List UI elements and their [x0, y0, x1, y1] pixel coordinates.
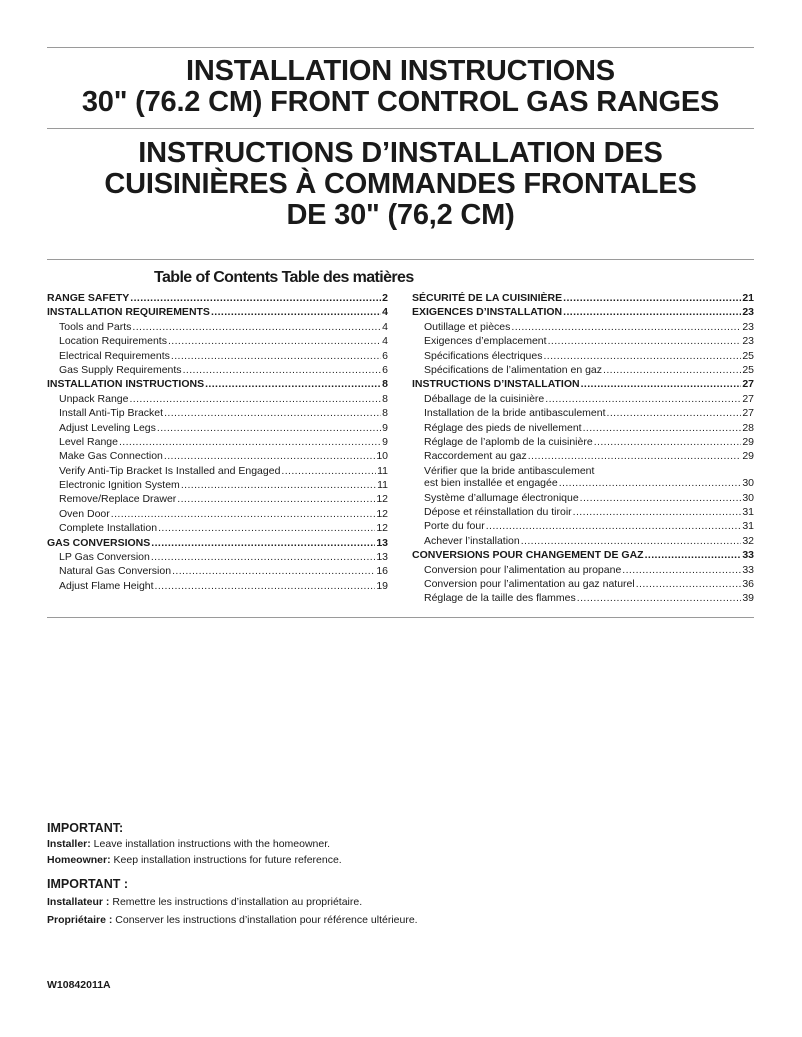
- toc-leader-dots: [577, 591, 742, 605]
- toc-entry-label: Spécifications de l’alimentation en gaz: [424, 363, 603, 376]
- toc-entry: [412, 534, 754, 548]
- installer-text: Leave installation instructions with the homeowner.: [90, 838, 331, 850]
- toc-entry-label: SÉCURITÉ DE LA CUISINIÈRE: [412, 292, 563, 304]
- installateur-label: Installateur :: [47, 896, 110, 908]
- toc-entry-label: Porte du four: [424, 520, 485, 533]
- toc-entry-label: Raccordement au gaz: [424, 450, 527, 463]
- toc-entry: [47, 377, 388, 391]
- toc-entry: [47, 521, 388, 535]
- toc-entry-page: 32: [742, 534, 754, 547]
- toc-entry-label: Tools and Parts: [59, 320, 132, 333]
- toc-entry-label: CONVERSIONS POUR CHANGEMENT DE GAZ: [412, 549, 644, 562]
- toc-entry-page: 16: [376, 565, 388, 578]
- toc-entry-label: Vérifier que la bride antibasculement: [424, 464, 595, 477]
- toc-entry-page: 21: [742, 292, 754, 304]
- important-french-heading: IMPORTANT :: [47, 877, 129, 891]
- proprietaire-note: [47, 912, 754, 928]
- toc-entry: [47, 435, 388, 449]
- toc-entry: [412, 305, 754, 319]
- installateur-note: [47, 894, 754, 910]
- toc-entry: [412, 519, 754, 533]
- important-english: [47, 820, 754, 868]
- toc-entry-page: 13: [376, 551, 388, 564]
- toc-entry-page: 12: [376, 493, 388, 506]
- toc-entry-page: 11: [377, 464, 388, 477]
- toc-entry: [47, 349, 388, 363]
- toc-leader-dots: [545, 392, 741, 406]
- toc-entry-page: 29: [742, 450, 754, 463]
- toc-entry-page: 27: [742, 378, 754, 391]
- toc-entry: [47, 305, 388, 319]
- toc-entry-label: Electrical Requirements: [59, 349, 170, 362]
- toc-entry-page: 10: [376, 450, 388, 463]
- toc-entry-label: GAS CONVERSIONS: [47, 536, 151, 549]
- toc-leader-dots: [486, 519, 742, 533]
- toc-entry-page: 4: [382, 306, 388, 319]
- installateur-text: Remettre les instructions d’installation au propriétaire.: [109, 896, 363, 908]
- toc-entry: [47, 507, 388, 521]
- important-french: [47, 876, 754, 928]
- toc-entry-label: Système d’allumage électronique: [424, 491, 579, 504]
- toc-entry: [47, 421, 388, 435]
- toc-entry: [412, 449, 754, 463]
- toc-entry-label: INSTALLATION INSTRUCTIONS: [47, 378, 205, 391]
- toc-leader-dots: [543, 349, 741, 363]
- toc-leader-dots: [580, 491, 742, 505]
- toc-leader-dots: [573, 505, 742, 519]
- toc-entry-page: 8: [382, 392, 388, 405]
- toc-entry-label: Dépose et réinstallation du tiroir: [424, 506, 572, 519]
- toc-leader-dots: [132, 320, 381, 334]
- toc-entry: [412, 577, 754, 591]
- toc-entry-label: Adjust Flame Height: [59, 579, 154, 592]
- toc-entry: [412, 464, 754, 491]
- toc-top-rule: [47, 259, 754, 260]
- toc-leader-dots: [563, 305, 741, 319]
- toc-entry-page: 27: [742, 407, 754, 420]
- toc-entry: [412, 505, 754, 519]
- toc-leader-dots: [157, 421, 381, 435]
- toc-entry: [47, 464, 388, 478]
- toc-entry: [47, 334, 388, 348]
- toc-entry-page: 33: [742, 549, 754, 562]
- toc-entry-page: 29: [742, 435, 754, 448]
- toc-entry-page: 28: [742, 421, 754, 434]
- toc-entry: [412, 563, 754, 577]
- toc-entry: [47, 392, 388, 406]
- toc-entry-page: 12: [376, 522, 388, 535]
- toc-leader-dots: [211, 305, 381, 319]
- toc-entry-label: Réglage de la taille des flammes: [424, 592, 576, 605]
- toc-entry-page: 8: [382, 407, 388, 420]
- toc-entry-page: 6: [382, 363, 388, 376]
- toc-entry-label: Unpack Range: [59, 392, 129, 405]
- toc-entry: [47, 320, 388, 334]
- toc-entry-label: Conversion pour l’alimentation au propane: [424, 563, 622, 576]
- title-english-line-1: INSTALLATION INSTRUCTIONS: [186, 55, 615, 87]
- homeowner-label: Homeowner:: [47, 854, 111, 866]
- important-english-heading: IMPORTANT:: [47, 821, 124, 835]
- toc-entry: [412, 491, 754, 505]
- toc-entry-label: Electronic Ignition System: [59, 479, 180, 492]
- toc-leader-dots: [155, 579, 376, 593]
- toc-entry-label: Gas Supply Requirements: [59, 363, 182, 376]
- toc-leader-dots: [171, 349, 381, 363]
- toc-entry-label: Spécifications électriques: [424, 349, 543, 362]
- toc-leader-dots: [151, 536, 375, 550]
- toc-entry: [412, 406, 754, 420]
- toc-entry-page: 6: [382, 349, 388, 362]
- toc-entry-label: Complete Installation: [59, 522, 158, 535]
- toc-entry: [47, 550, 388, 564]
- toc-entry-page: 11: [377, 479, 388, 492]
- toc-french-column: [412, 291, 754, 606]
- toc-entry: [47, 564, 388, 578]
- toc-leader-dots: [281, 464, 376, 478]
- toc-leader-dots: [528, 449, 742, 463]
- installer-label: Installer:: [47, 838, 91, 850]
- toc-leader-dots: [119, 435, 381, 449]
- toc-entry-page: 30: [742, 476, 754, 489]
- toc-entry-label: Installation de la bride antibasculement: [424, 407, 606, 420]
- toc-entry-label: Achever l’installation: [424, 534, 520, 547]
- toc-bottom-rule: [47, 617, 754, 618]
- toc-entry-page: 25: [742, 349, 754, 362]
- toc-entry-label: Oven Door: [59, 507, 110, 520]
- toc-entry-label: Make Gas Connection: [59, 450, 163, 463]
- toc-entry-label: Verify Anti-Tip Bracket Is Installed and Engaged: [59, 464, 281, 477]
- toc-leader-dots: [607, 406, 742, 420]
- toc-leader-dots: [168, 334, 381, 348]
- toc-entry: [412, 591, 754, 605]
- proprietaire-label: Propriétaire :: [47, 914, 113, 926]
- toc-entry-label: Location Requirements: [59, 335, 167, 348]
- toc-entry: [47, 363, 388, 377]
- toc-entry-page: 2: [382, 292, 388, 304]
- toc-entry-label: EXIGENCES D’INSTALLATION: [412, 306, 563, 319]
- toc-entry: [47, 478, 388, 492]
- toc-leader-dots: [172, 564, 375, 578]
- document-id: W10842011A: [47, 979, 111, 991]
- toc-entry-label-continued: est bien installée et engagée: [424, 476, 558, 489]
- toc-leader-dots: [603, 363, 741, 377]
- toc-entry-label: Conversion pour l’alimentation au gaz naturel: [424, 578, 635, 591]
- toc-entry: [412, 548, 754, 562]
- toc-entry: [412, 421, 754, 435]
- toc-entry-label: Réglage de l’aplomb de la cuisinière: [424, 435, 593, 448]
- toc-entry-page: 33: [742, 563, 754, 576]
- toc-entry-page: 23: [742, 335, 754, 348]
- toc-leader-dots: [583, 421, 742, 435]
- toc-leader-dots: [511, 320, 741, 334]
- toc-leader-dots: [111, 507, 376, 521]
- toc-entry: [47, 449, 388, 463]
- toc-leader-dots: [177, 492, 375, 506]
- title-french-line-3: DE 30" (76,2 CM): [286, 199, 515, 231]
- toc-entry-page: 30: [742, 491, 754, 504]
- toc-entry-label: RANGE SAFETY: [47, 292, 130, 304]
- toc-entry-page: 39: [742, 592, 754, 605]
- toc-leader-dots: [559, 477, 742, 489]
- title-english: [47, 56, 754, 118]
- toc-leader-dots: [581, 377, 742, 391]
- toc-leader-dots: [164, 406, 381, 420]
- toc-leader-dots: [548, 334, 742, 348]
- toc-entry-page: 23: [742, 320, 754, 333]
- toc-leader-dots: [164, 449, 375, 463]
- toc-leader-dots: [645, 548, 742, 562]
- toc-entry-page: 8: [382, 378, 388, 391]
- toc-leader-dots: [181, 478, 376, 492]
- toc-leader-dots: [622, 563, 741, 577]
- toc-entry-label: Install Anti-Tip Bracket: [59, 407, 164, 420]
- toc-entry-page: 9: [382, 435, 388, 448]
- toc-entry-page: 36: [742, 578, 754, 591]
- toc-entry-label: Remove/Replace Drawer: [59, 493, 177, 506]
- title-english-line-2: 30" (76.2 CM) FRONT CONTROL GAS RANGES: [81, 86, 720, 118]
- toc-entry: [412, 363, 754, 377]
- toc-entry-label: Adjust Leveling Legs: [59, 421, 156, 434]
- toc-entry-page: 4: [382, 320, 388, 333]
- title-divider-rule: [47, 128, 754, 129]
- toc-entry: [47, 579, 388, 593]
- toc-entry: [47, 536, 388, 550]
- toc-entry: [47, 492, 388, 506]
- toc-entry-label: Exigences d’emplacement: [424, 335, 547, 348]
- top-rule: [47, 47, 754, 48]
- toc-entry-label: Réglage des pieds de nivellement: [424, 421, 582, 434]
- toc-entry-page: 27: [742, 392, 754, 405]
- toc-entry: [412, 349, 754, 363]
- toc-leader-dots: [183, 363, 382, 377]
- toc-entry-page: 19: [376, 579, 388, 592]
- toc-leader-dots: [151, 550, 375, 564]
- toc-entry-label: Déballage de la cuisinière: [424, 392, 545, 405]
- installer-note: [47, 836, 754, 852]
- toc-entry-page: 31: [742, 506, 754, 519]
- toc-entry-label: INSTALLATION REQUIREMENTS: [47, 306, 210, 319]
- toc-english-column: [47, 291, 388, 593]
- toc-entry-label: INSTRUCTIONS D’INSTALLATION: [412, 378, 580, 391]
- toc-entry: [412, 334, 754, 348]
- title-french-line-1: INSTRUCTIONS D’INSTALLATION DES: [138, 137, 663, 169]
- toc-entry-page: 4: [382, 335, 388, 348]
- toc-entry-label: Level Range: [59, 435, 118, 448]
- toc-leader-dots: [158, 521, 375, 535]
- toc-entry-page: 31: [742, 520, 754, 533]
- toc-leader-dots: [521, 534, 742, 548]
- toc-entry: [412, 377, 754, 391]
- homeowner-note: [47, 852, 754, 868]
- toc-entry-label: Natural Gas Conversion: [59, 565, 172, 578]
- toc-entry: [47, 291, 388, 305]
- homeowner-text: Keep installation instructions for future reference.: [110, 854, 342, 866]
- toc-entry-label: Outillage et pièces: [424, 320, 511, 333]
- toc-leader-dots: [129, 392, 381, 406]
- proprietaire-text: Conserver les instructions d’installation pour référence ultérieure.: [112, 914, 418, 926]
- toc-leader-dots: [594, 435, 742, 449]
- title-french: [47, 138, 754, 231]
- toc-heading: Table of Contents Table des matières: [154, 269, 414, 286]
- toc-entry-page: 25: [742, 363, 754, 376]
- toc-entry: [47, 406, 388, 420]
- toc-entry-page: 23: [742, 306, 754, 319]
- toc-entry: [412, 435, 754, 449]
- toc-leader-dots: [205, 377, 381, 391]
- toc-entry-page: 12: [376, 507, 388, 520]
- toc-leader-dots: [636, 577, 742, 591]
- toc-leader-dots: [563, 291, 741, 305]
- toc-leader-dots: [130, 291, 381, 305]
- toc-entry-page: 13: [376, 536, 388, 549]
- toc-entry: [412, 392, 754, 406]
- toc-entry: [412, 291, 754, 305]
- title-french-line-2: CUISINIÈRES À COMMANDES FRONTALES: [104, 168, 697, 200]
- toc-entry: [412, 320, 754, 334]
- toc-entry-page: 9: [382, 421, 388, 434]
- toc-entry-label: LP Gas Conversion: [59, 551, 150, 564]
